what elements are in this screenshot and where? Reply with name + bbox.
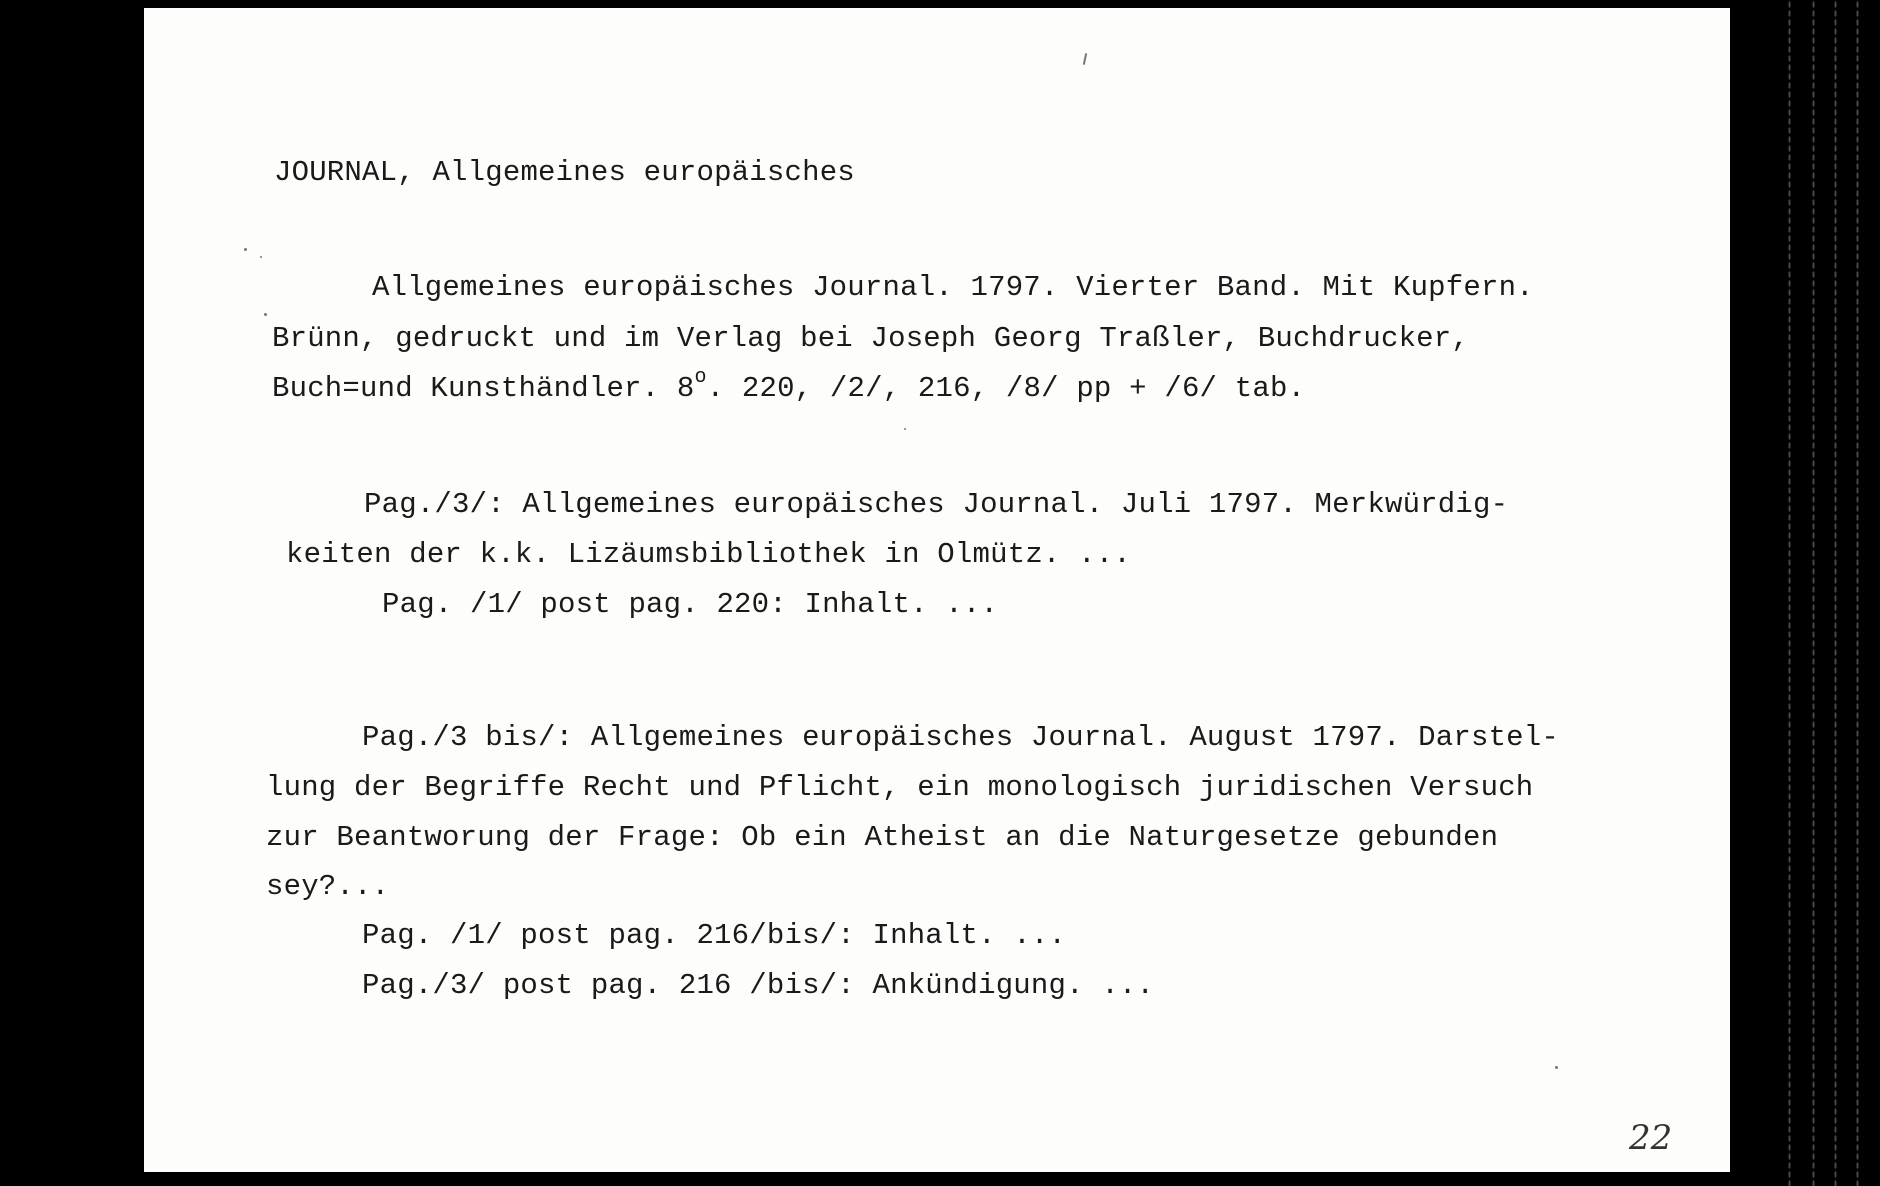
section2-line-3: zur Beantworung der Frage: Ob ein Atheist an die Naturgesetze gebunden bbox=[266, 821, 1499, 854]
card-heading bbox=[274, 158, 855, 187]
scan-speck bbox=[904, 428, 906, 430]
section1-line-1: Pag./3/: Allgemeines europäisches Journal. Juli 1797. Merkwürdig- bbox=[364, 488, 1509, 521]
scan-right-edge bbox=[1730, 0, 1880, 1186]
imprint-line-1: Allgemeines europäisches Journal. 1797. Vierter Band. Mit Kupfern. bbox=[372, 271, 1534, 304]
section2-line-2: lung der Begriffe Recht und Pflicht, ein monologisch juridischen Versuch bbox=[266, 771, 1534, 804]
scan-noise-column bbox=[1812, 0, 1815, 1186]
imprint-line-3-start: Buch=und Kunsthändler. 8 bbox=[272, 372, 695, 405]
section2-line-5: Pag. /1/ post pag. 216/bis/: Inhalt. ... bbox=[362, 919, 1067, 952]
heading-main-entry: JOURNAL, bbox=[274, 156, 415, 189]
scan-noise-column bbox=[1856, 0, 1859, 1186]
imprint-line-3-end: . 220, /2/, 216, /8/ pp + /6/ tab. bbox=[706, 372, 1306, 405]
section2-line-6: Pag./3/ post pag. 216 /bis/: Ankündigung. ... bbox=[362, 969, 1155, 1002]
format-superscript: o bbox=[694, 366, 707, 389]
scan-speck bbox=[264, 313, 267, 316]
section1-line-3: Pag. /1/ post pag. 220: Inhalt. ... bbox=[382, 588, 999, 621]
imprint-line-2: Brünn, gedruckt und im Verlag bei Joseph Georg Traßler, Buchdrucker, bbox=[272, 322, 1469, 355]
handwritten-page-number: 22 bbox=[1629, 1118, 1673, 1158]
section1-line-2: keiten der k.k. Lizäumsbibliothek in Olmütz. ... bbox=[286, 538, 1131, 571]
section2-line-4: sey?... bbox=[266, 870, 390, 903]
scan-speck bbox=[244, 248, 247, 251]
heading-title: Allgemeines europäisches bbox=[432, 156, 855, 189]
scan-speck bbox=[1083, 53, 1087, 65]
section2-line-1: Pag./3 bis/: Allgemeines europäisches Journal. August 1797. Darstel- bbox=[362, 721, 1559, 754]
catalog-card bbox=[144, 8, 1730, 1172]
imprint-line-3 bbox=[272, 366, 1306, 405]
scan-speck bbox=[1555, 1066, 1558, 1069]
scan-speck bbox=[260, 256, 262, 258]
scan-noise-column bbox=[1834, 0, 1837, 1186]
scan-noise-column bbox=[1788, 0, 1791, 1186]
